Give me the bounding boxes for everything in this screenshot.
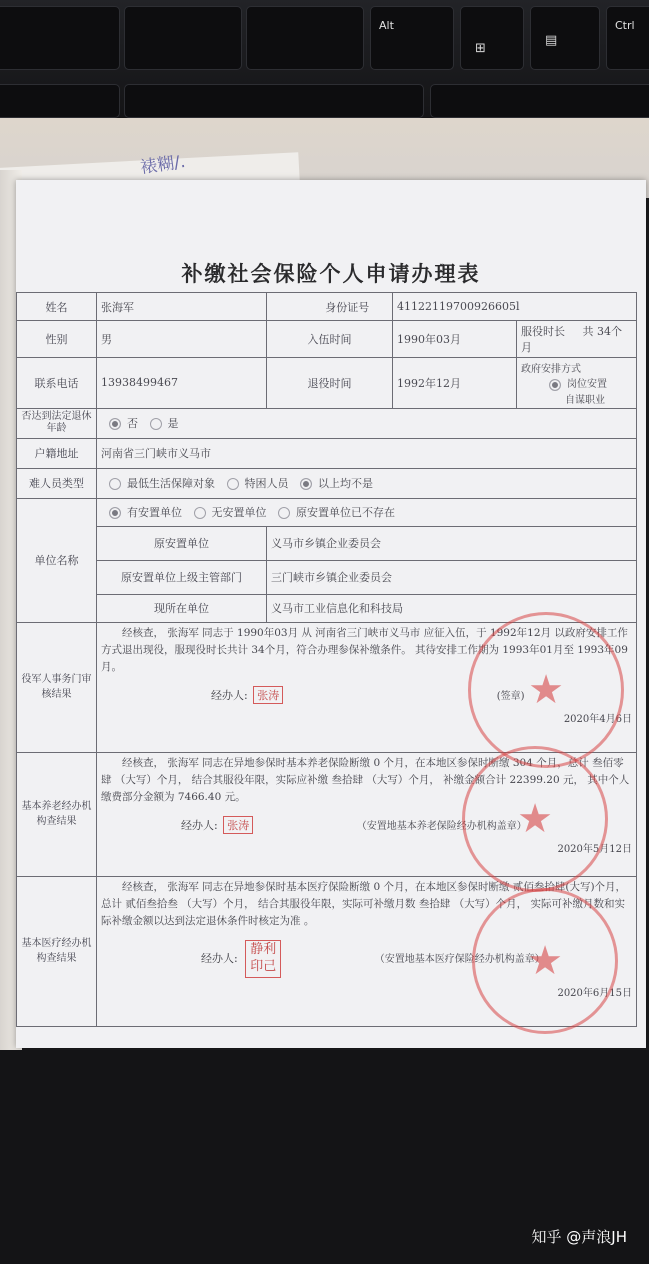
radio-icon — [278, 507, 290, 519]
hardship-option: 最低生活保障对象 — [127, 477, 215, 490]
radio-selected-icon — [549, 379, 561, 391]
review2-section — [97, 752, 637, 876]
enlist-label: 入伍时间 — [267, 321, 393, 358]
radio-icon — [194, 507, 206, 519]
name-value: 张海军 — [97, 293, 267, 321]
ctrl-key-label: Ctrl — [615, 19, 635, 32]
hardship-options — [97, 468, 637, 498]
review3-signer-label: 经办人: — [201, 951, 238, 965]
keyboard-background — [0, 0, 649, 118]
windows-icon: ⊞ — [475, 41, 486, 56]
retire-label: 退役时间 — [267, 358, 393, 409]
hardship-label: 难人员类型 — [17, 468, 97, 498]
form-title: 补缴社会保险个人申请办理表 — [181, 261, 481, 286]
review2-signer-label: 经办人: — [181, 818, 218, 832]
hardship-option: 特困人员 — [244, 477, 289, 490]
watermark: 知乎 @声浪JH — [531, 1228, 627, 1246]
orig-super-label: 原安置单位上级主管部门 — [97, 560, 267, 594]
review1-section — [97, 622, 637, 752]
radio-selected-icon — [109, 418, 121, 430]
age-label: 否达到法定退休年龄 — [17, 408, 97, 438]
review1-name-chop: 张涛 — [253, 686, 283, 704]
review1-signer-label: 经办人: — [211, 688, 248, 702]
star-icon: ★ — [527, 938, 563, 984]
application-form — [16, 180, 646, 1048]
review2-label: 基本养老经办机构查结果 — [17, 752, 97, 876]
current-label: 现所在单位 — [97, 594, 267, 622]
review2-text: 经核查， 张海军 同志在异地参保时基本养老保险断缴 0 个月，在本地区参保时断缴 304 个月，总计 叁佰零肆 （大写）个月， 结合其服役年限，实际应补缴 叁拾肆 （大写）个月， 补缴金额合计 22399.20 元， 其中个人缴费部分金额为 7466.40 元。 — [101, 756, 630, 803]
unit-option: 有安置单位 — [127, 506, 182, 519]
gender-value: 男 — [97, 321, 267, 358]
enlist-value: 1990年03月 — [393, 321, 517, 358]
age-options — [97, 408, 637, 438]
name-label: 姓名 — [17, 293, 97, 321]
keyboard-key — [124, 6, 242, 70]
alt-key — [370, 6, 454, 70]
star-icon: ★ — [517, 796, 553, 842]
keyboard-key — [0, 84, 120, 118]
phone-value: 13938499467 — [97, 358, 267, 409]
review3-date: 2020年6月15日 — [557, 987, 632, 999]
keyboard-key — [246, 6, 364, 70]
review1-label: 役军人事务门审核结果 — [17, 622, 97, 752]
review3-seal-note: （安置地基本医疗保险经办机构盖章） — [374, 953, 545, 965]
menu-key — [530, 6, 600, 70]
review1-text: 经核查， 张海军 同志于 1990年03月 从 河南省三门峡市义马市 应征入伍，于 1992年12月 以政府安排工作方式退出现役，服现役时长共计 34个月，符合办理参保补缴条件。 其待安排工作期为 1993年01月至 1993年09月。 — [101, 626, 628, 673]
service-cell — [517, 321, 637, 358]
orig-unit-label: 原安置单位 — [97, 526, 267, 560]
review2-name-chop: 张涛 — [223, 816, 253, 834]
unit-option: 无安置单位 — [211, 506, 267, 519]
placement-option: 岗位安置 — [567, 379, 607, 390]
orig-unit-value: 义马市乡镇企业委员会 — [267, 526, 637, 560]
star-icon: ★ — [528, 667, 564, 713]
review3-name-chop: 静利印己 — [245, 940, 281, 978]
form-table — [16, 292, 637, 1027]
retire-value: 1992年12月 — [393, 358, 517, 409]
review3-label: 基本医疗经办机构查结果 — [17, 876, 97, 1026]
age-option-no: 否 — [127, 417, 138, 430]
keyboard-key — [430, 84, 649, 118]
alt-key-label: Alt — [379, 19, 394, 32]
hardship-option: 以上均不是 — [318, 477, 373, 490]
service-value: 共 34个月 — [521, 325, 622, 354]
gender-label: 性别 — [17, 321, 97, 358]
radio-icon — [109, 478, 121, 490]
review2-seal-note: （安置地基本养老保险经办机构盖章） — [356, 820, 527, 832]
ctrl-key — [606, 6, 649, 70]
unit-label: 单位名称 — [17, 498, 97, 622]
review1-seal-note: (签章) — [496, 690, 525, 702]
review1-date: 2020年4月6日 — [563, 713, 632, 725]
windows-key — [460, 6, 524, 70]
age-option-yes: 是 — [167, 417, 179, 430]
review2-date: 2020年5月12日 — [557, 843, 632, 855]
placement-label: 政府安排方式 — [521, 364, 581, 375]
menu-icon: ▤ — [545, 33, 558, 48]
radio-selected-icon — [300, 478, 312, 490]
handwritten-note: 裱糊/. — [139, 151, 187, 179]
review3-text: 经核查， 张海军 同志在异地参保时基本医疗保险断缴 0 个月，在本地区参保时断缴 贰佰叁拾肆(大写)个月， 总计 贰佰叁拾叁 （大写）个月， 结合其服役年限，实际可补缴月数 叁拾肆 （大写）个月， 实际可补缴月数和实际补缴金额以达到法定退休条件时核定为准 。 — [101, 880, 627, 927]
placement-option: 自谋职业 — [565, 394, 605, 406]
id-value: 41122119700926605l — [393, 293, 637, 321]
hukou-value: 河南省三门峡市义马市 — [97, 438, 637, 468]
hukou-label: 户籍地址 — [17, 438, 97, 468]
service-label: 服役时长 — [521, 325, 565, 338]
unit-options — [97, 498, 637, 526]
orig-super-value: 三门峡市乡镇企业委员会 — [267, 560, 637, 594]
radio-icon — [227, 478, 239, 490]
keyboard-key — [0, 6, 120, 70]
placement-cell — [517, 358, 637, 409]
unit-option: 原安置单位已不存在 — [296, 506, 395, 519]
radio-icon — [150, 418, 162, 430]
id-label: 身份证号 — [303, 293, 393, 321]
radio-selected-icon — [109, 507, 121, 519]
phone-label: 联系电话 — [17, 358, 97, 409]
current-value: 义马市工业信息化和科技局 — [267, 594, 637, 622]
keyboard-key — [124, 84, 424, 118]
review3-section — [97, 876, 637, 1026]
